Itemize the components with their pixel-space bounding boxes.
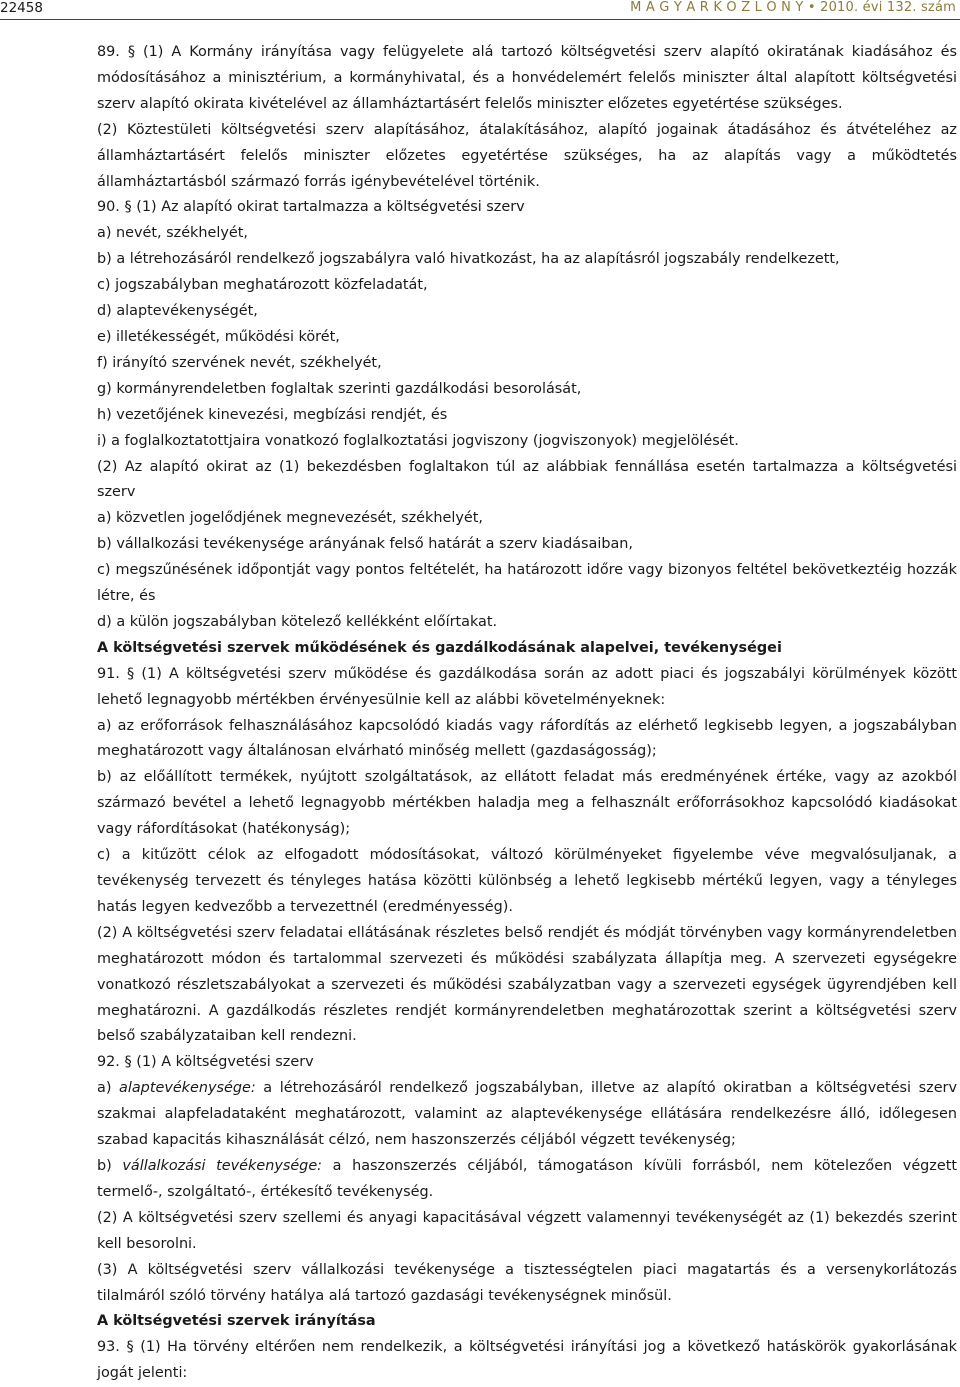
list-item bbox=[97, 1154, 957, 1206]
paragraph-92-2: (2) A költségvetési szerv szellemi és anyagi kapacitásával végzett valamennyi tevékenységét az (1) bekezdés szerint kell besorolni. bbox=[97, 1209, 957, 1252]
list-item: b) a létrehozásáról rendelkező jogszabályra való hivatkozást, ha az alapításról jogszabály rendelkezett, bbox=[97, 251, 840, 268]
list-item: c) a kitűzött célok az elfogadott módosításokat, változó körülményeket figyelembe véve megvalósuljanak, a tevékenység tervezett és tényleges hatása közötti különbség a lehető legkisebb mértékű legyen, vagy a tényleges hatás legyen kedvezőbb a tervezettnél (eredményesség). bbox=[97, 847, 957, 915]
term-vallalkozasi-tevekenyseg: vállalkozási tevékenysége: bbox=[122, 1157, 323, 1174]
page-header bbox=[0, 0, 960, 19]
list-item: d) alaptevékenységét, bbox=[97, 303, 258, 320]
section-heading: A költségvetési szervek irányítása bbox=[97, 1313, 376, 1330]
paragraph-92-1: 92. § (1) A költségvetési szerv bbox=[97, 1054, 314, 1071]
page-number: 22458 bbox=[0, 0, 43, 16]
paragraph-89-1: 89. § (1) A Kormány irányítása vagy felügyelete alá tartozó költségvetési szerv alapító okiratának kiadásához és módosításához a minisztérium, a kormányhivatal, és a honvédelemért felelős miniszter által alapított költségvetési szerv alapító okirata kivételével az államháztartásért felelős miniszter előzetes egyetértése szükséges. bbox=[97, 44, 957, 112]
list-marker: b) bbox=[97, 1157, 123, 1174]
definition-text: a létrehozásáról rendelkező jogszabályban, illetve az alapító okiratban a költségvetési szerv szakmai alapfeladataként meghatározott, valamint az alaptevékenysége ellátására rendelkezésre álló, időlegesen szabad kapacitás kihasználását célzó, nem haszonszerzés céljából végzett tevékenység; bbox=[97, 1080, 957, 1149]
paragraph-90-1: 90. § (1) Az alapító okirat tartalmazza a költségvetési szerv bbox=[97, 199, 525, 216]
list-item: i) a foglalkoztatottjaira vonatkozó foglalkoztatási jogviszony (jogviszonyok) megjelölését. bbox=[97, 432, 739, 449]
definition-text: a haszonszerzés céljából, támogatáson kívüli forrásból, nem kötelezően végzett termelő-, szolgáltató-, értékesítő tevékenység. bbox=[97, 1157, 957, 1200]
list-item: e) illetékességét, működési körét, bbox=[97, 328, 340, 345]
section-heading: A költségvetési szervek működésének és gazdálkodásának alapelvei, tevékenységei bbox=[97, 639, 782, 656]
list-item: a) közvetlen jogelődjének megnevezését, székhelyét, bbox=[97, 510, 483, 527]
list-item: h) vezetőjének kinevezési, megbízási rendjét, és bbox=[97, 406, 448, 423]
list-item: g) kormányrendeletben foglaltak szerinti gazdálkodási besorolását, bbox=[97, 380, 582, 397]
list-item: c) jogszabályban meghatározott közfeladatát, bbox=[97, 277, 428, 294]
list-item: f) irányító szervének nevét, székhelyét, bbox=[97, 354, 382, 371]
term-alaptevekenyseg: alaptevékenysége: bbox=[119, 1080, 256, 1097]
list-item bbox=[97, 1076, 957, 1154]
paragraph-92-3: (3) A költségvetési szerv vállalkozási tevékenysége a tisztességtelen piaci magatartás és a versenykorlátozás tilalmáról szóló törvény hatálya alá tartozó gazdasági tevékenységnek minősül. bbox=[97, 1261, 957, 1304]
list-item: c) megszűnésének időpontját vagy pontos feltételét, ha határozott időre vagy bizonyos feltétel bekövetkeztéig hozzák létre, és bbox=[97, 562, 957, 605]
header-rule bbox=[0, 19, 960, 20]
paragraph-91-1: 91. § (1) A költségvetési szerv működése és gazdálkodása során az adott piaci és jogszabályi körülmények között lehető legnagyobb mértékben érvényesülnie kell az alábbi követelményeknek: bbox=[97, 665, 957, 708]
paragraph-93-1: 93. § (1) Ha törvény eltérően nem rendelkezik, a költségvetési irányítási jog a következő hatáskörök gyakorlásának jogát jelenti: bbox=[97, 1339, 957, 1382]
document-body bbox=[97, 40, 957, 1387]
paragraph-90-2: (2) Az alapító okirat az (1) bekezdésben foglaltakon túl az alábbiak fennállása esetén tartalmazza a költségvetési szerv bbox=[97, 458, 957, 501]
list-marker: a) bbox=[97, 1080, 120, 1097]
list-item: d) a külön jogszabályban kötelező kellékként előírtakat. bbox=[97, 613, 498, 630]
paragraph-89-2: (2) Köztestületi költségvetési szerv alapításához, átalakításához, alapító jogainak átadásához és átvételéhez az államháztartásért felelős miniszter előzetes egyetértése szükséges, ha az alapítás vagy a működtetés államháztartásból származó forrás igénybevételével történik. bbox=[97, 121, 957, 190]
list-item: b) az előállított termékek, nyújtott szolgáltatások, az ellátott feladat más eredményének értéke, vagy az azokból származó bevétel a lehető legnagyobb mértékben haladja meg a felhasznált erőforrásokhoz kapcsolódó kiadásokat vagy ráfordításokat (hatékonyság); bbox=[97, 769, 957, 838]
list-item: a) az erőforrások felhasználásához kapcsolódó kiadás vagy ráfordítás az elérhető legkisebb legyen, a jogszabályban meghatározott vagy általánosan elvárható minőség mellett (gazdaságosság); bbox=[97, 717, 957, 760]
list-item: b) vállalkozási tevékenysége arányának felső határát a szerv kiadásaiban, bbox=[97, 536, 634, 553]
paragraph-91-2: (2) A költségvetési szerv feladatai ellátásának részletes belső rendjét és módját törvényben vagy kormányrendeletben meghatározott módon és tartalommal szervezeti és működési szabályzata állapítja meg. A szervezeti egységekre vonatkozó részletszabályokat a szervezeti és működési szabályzatban vagy a szervezeti egységek ügyrendjében kell meghatározni. A gazdálkodás részletes rendjét kormányrendeletben meghatározottak szerint a költségvetési szerv belső szabályzataiban kell rendezni. bbox=[97, 924, 957, 1045]
list-item: a) nevét, székhelyét, bbox=[97, 225, 248, 242]
journal-title: M A G Y A R K Ö Z L Ö N Y • 2010. évi 132. szám bbox=[630, 0, 956, 15]
